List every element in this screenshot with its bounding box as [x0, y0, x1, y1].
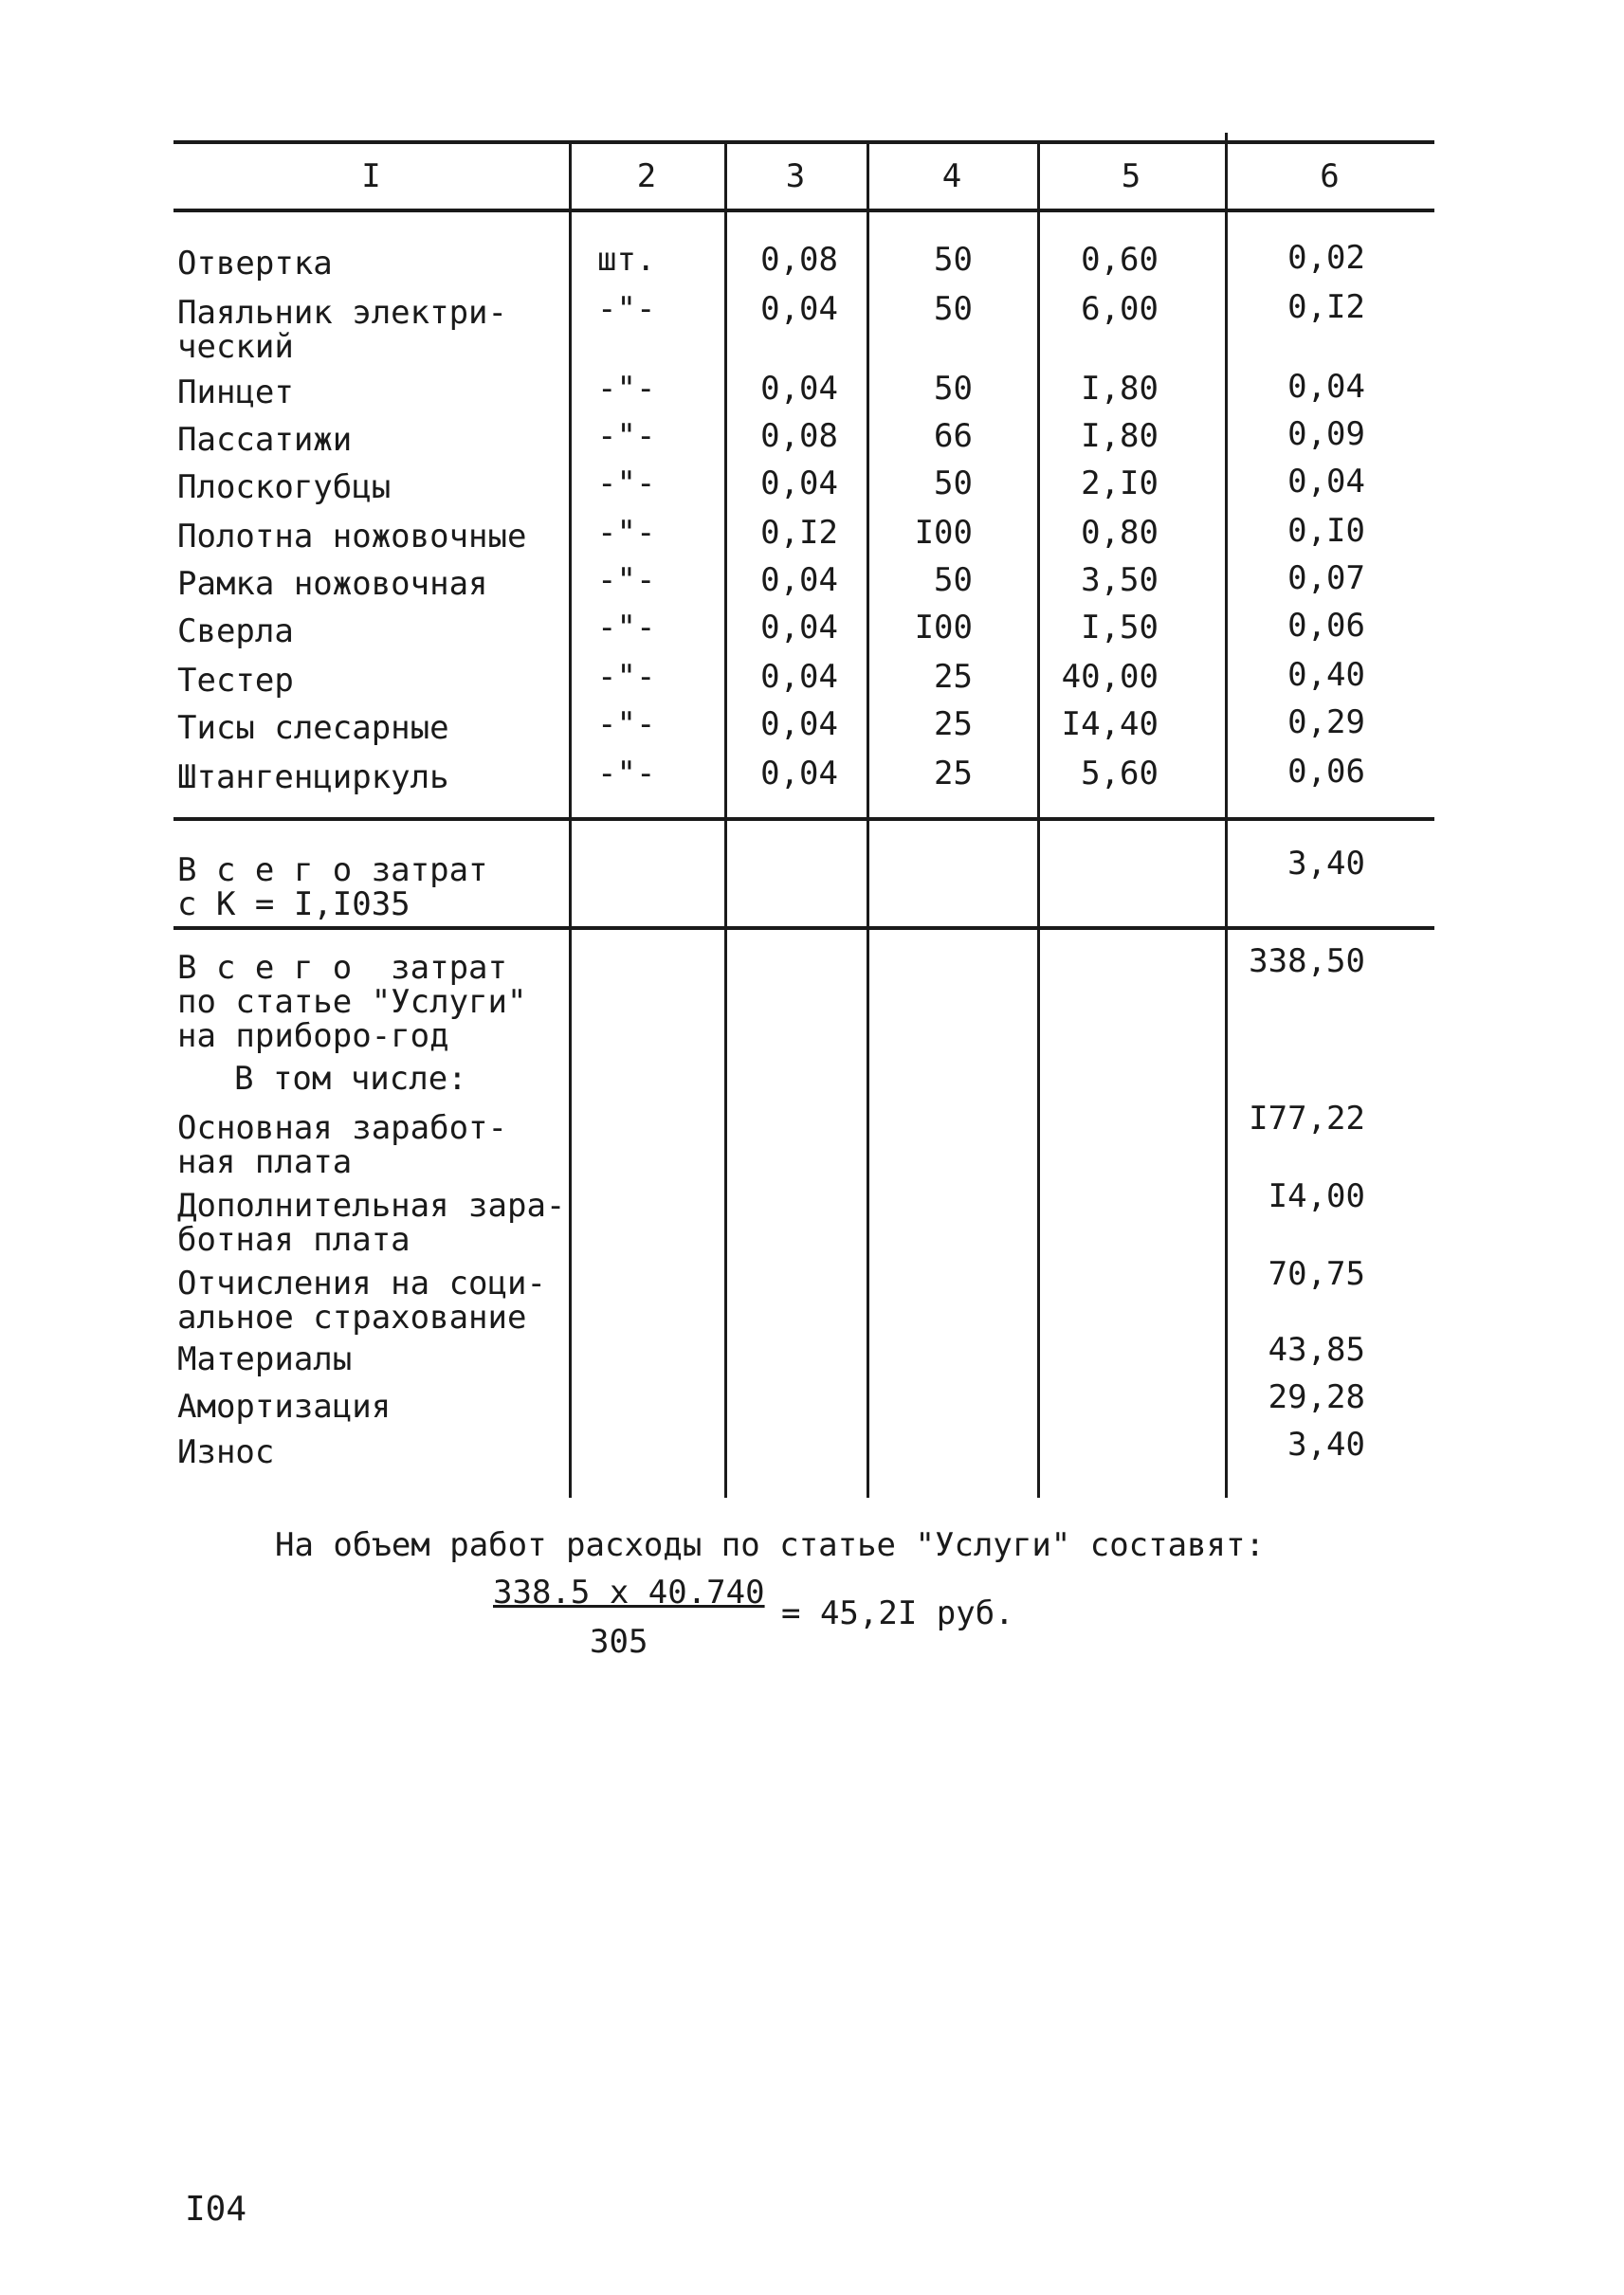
footer-sentence: На объем работ расходы по статье "Услуги" составят: [275, 1526, 1265, 1564]
formula-numerator: 338.5 х 40.740 [493, 1574, 765, 1612]
row-coefficient: 0,04 [760, 370, 838, 408]
breakdown-label: Материалы [177, 1340, 353, 1378]
breakdown-value: 43,85 [1268, 1331, 1365, 1369]
row-percent: 50 [934, 290, 973, 328]
header-col-3: 3 [785, 157, 806, 195]
row-cost: 0,09 [1287, 415, 1365, 453]
row-item-name: Сверла [177, 612, 294, 650]
breakdown-label: Износ [177, 1433, 275, 1471]
row-cost: 0,29 [1287, 703, 1365, 741]
row-unit: -"- [597, 370, 656, 408]
col-divider-1 [569, 142, 572, 1498]
row-price: I,80 [1081, 417, 1159, 455]
row-percent: 66 [934, 417, 973, 455]
row-coefficient: 0,04 [760, 561, 838, 599]
row-cost: 0,02 [1287, 239, 1365, 277]
row-coefficient: 0,04 [760, 609, 838, 647]
row-price: 40,00 [1061, 658, 1159, 696]
row-percent: 25 [934, 658, 973, 696]
row-percent: I00 [914, 514, 973, 552]
row-unit: -"- [597, 464, 656, 502]
header-col-1: I [361, 157, 381, 195]
row-cost: 0,40 [1287, 656, 1365, 694]
breakdown-label: Отчисления на соци- альное страхование [177, 1265, 546, 1337]
header-col-5: 5 [1121, 157, 1141, 195]
formula-result: = 45,2I руб. [781, 1594, 1014, 1632]
row-item-name: Тисы слесарные [177, 709, 449, 747]
row-coefficient: 0,04 [760, 290, 838, 328]
breakdown-label: Дополнительная зара- ботная плата [177, 1187, 566, 1259]
row-cost: 0,06 [1287, 607, 1365, 645]
breakdown-heading: В том числе: [234, 1060, 467, 1098]
row-item-name: Пассатижи [177, 421, 353, 459]
total-k-value: 3,40 [1287, 845, 1365, 883]
row-coefficient: 0,04 [760, 705, 838, 743]
row-cost: 0,07 [1287, 559, 1365, 597]
formula-denominator: 305 [590, 1623, 648, 1661]
total-services-label: В с е г о затрат по статье "Услуги" на приборо-год [177, 949, 527, 1055]
row-unit: -"- [597, 609, 656, 647]
breakdown-value: 70,75 [1268, 1255, 1365, 1293]
row-item-name: Тестер [177, 662, 294, 700]
header-col-2: 2 [636, 157, 657, 195]
row-cost: 0,I2 [1287, 288, 1365, 326]
row-price: 6,00 [1081, 290, 1159, 328]
row-coefficient: 0,04 [760, 658, 838, 696]
row-item-name: Полотна ножовочные [177, 518, 527, 556]
row-unit: -"- [597, 561, 656, 599]
total-services-value: 338,50 [1249, 942, 1365, 980]
row-price: I,80 [1081, 370, 1159, 408]
row-percent: 50 [934, 561, 973, 599]
row-item-name: Пинцет [177, 373, 294, 411]
row-percent: 25 [934, 755, 973, 792]
breakdown-label: Основная заработ- ная плата [177, 1109, 507, 1181]
breakdown-value: 3,40 [1287, 1426, 1365, 1464]
row-price: 3,50 [1081, 561, 1159, 599]
total-k-bottom-rule [173, 926, 1434, 930]
row-price: I,50 [1081, 609, 1159, 647]
col-divider-4 [1037, 142, 1040, 1498]
table-top-rule [173, 140, 1434, 144]
total-k-label: В с е г о затрат с К = I,I035 [177, 851, 488, 923]
header-bottom-rule [173, 209, 1434, 212]
row-price: 0,60 [1081, 241, 1159, 279]
row-price: I4,40 [1061, 705, 1159, 743]
row-cost: 0,06 [1287, 753, 1365, 791]
row-unit: -"- [597, 658, 656, 696]
breakdown-value: 29,28 [1268, 1378, 1365, 1416]
breakdown-value: I4,00 [1268, 1177, 1365, 1215]
breakdown-value: I77,22 [1249, 1100, 1365, 1138]
row-price: 0,80 [1081, 514, 1159, 552]
row-item-name: Отвертка [177, 245, 333, 282]
row-unit: -"- [597, 755, 656, 792]
row-percent: 50 [934, 464, 973, 502]
row-item-name: Плоскогубцы [177, 468, 392, 506]
row-coefficient: 0,08 [760, 417, 838, 455]
rows-bottom-rule [173, 817, 1434, 821]
row-unit: -"- [597, 514, 656, 552]
row-coefficient: 0,08 [760, 241, 838, 279]
page-number: I04 [185, 2190, 247, 2229]
row-unit: -"- [597, 417, 656, 455]
row-price: 5,60 [1081, 755, 1159, 792]
row-coefficient: 0,04 [760, 755, 838, 792]
row-coefficient: 0,04 [760, 464, 838, 502]
col-divider-3 [867, 142, 869, 1498]
row-item-name: Штангенциркуль [177, 758, 449, 796]
row-item-name: Паяльник электри- ческий [177, 294, 507, 366]
row-cost: 0,04 [1287, 368, 1365, 406]
row-item-name: Рамка ножовочная [177, 565, 488, 603]
row-cost: 0,04 [1287, 463, 1365, 501]
cost-table [173, 140, 1434, 1498]
row-coefficient: 0,I2 [760, 514, 838, 552]
row-percent: 50 [934, 241, 973, 279]
row-unit: шт. [597, 241, 656, 279]
row-percent: I00 [914, 609, 973, 647]
row-unit: -"- [597, 705, 656, 743]
row-cost: 0,I0 [1287, 512, 1365, 550]
row-unit: -"- [597, 290, 656, 328]
breakdown-label: Амортизация [177, 1388, 392, 1426]
header-col-4: 4 [941, 157, 962, 195]
col-divider-2 [724, 142, 727, 1498]
row-percent: 25 [934, 705, 973, 743]
row-price: 2,I0 [1081, 464, 1159, 502]
row-percent: 50 [934, 370, 973, 408]
header-col-6: 6 [1320, 157, 1340, 195]
col-divider-5 [1225, 133, 1228, 1498]
